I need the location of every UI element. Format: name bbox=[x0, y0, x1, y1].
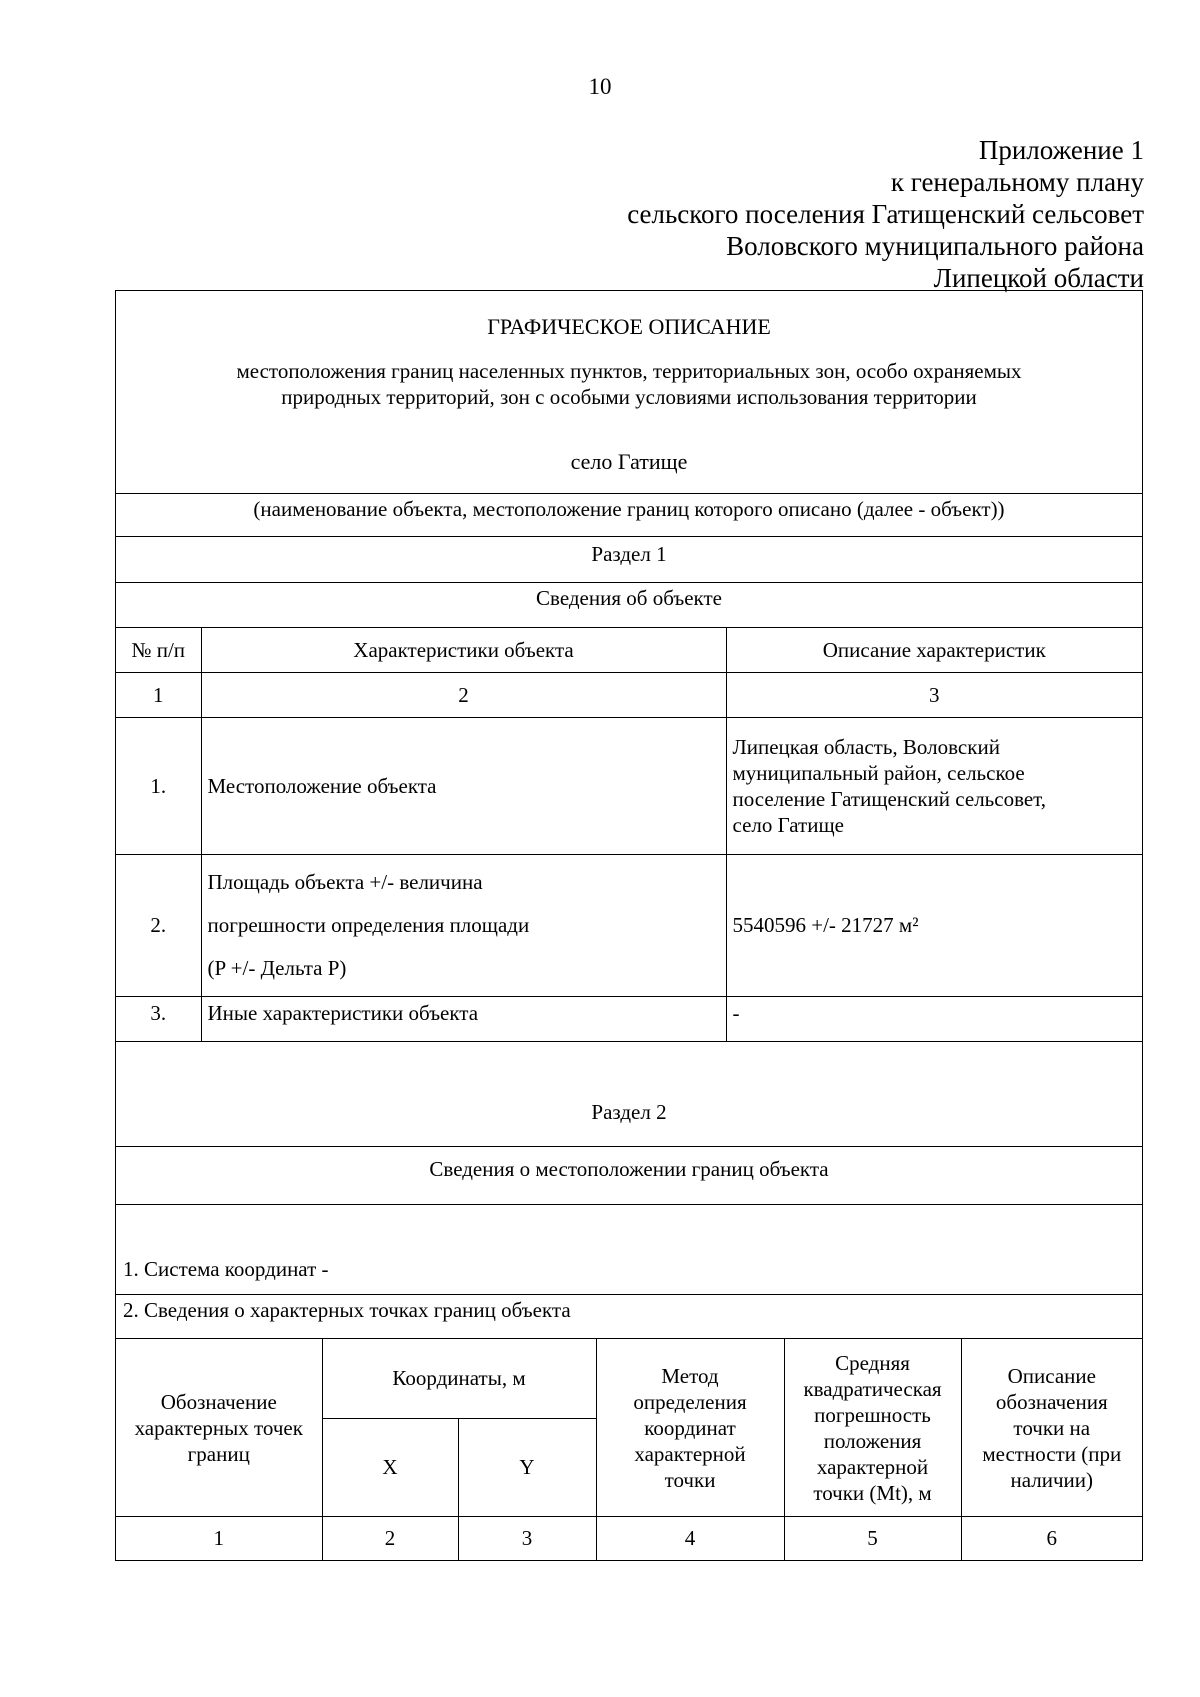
table-number-row bbox=[116, 673, 1142, 718]
row-characteristic bbox=[201, 855, 726, 997]
col-number: 4 bbox=[596, 1517, 784, 1561]
table-row bbox=[116, 997, 1142, 1042]
col-header-characteristics: Характеристики объекта bbox=[201, 628, 726, 673]
characteristic-line: погрешности определения площади bbox=[207, 913, 530, 937]
col-header-point-designation bbox=[116, 1339, 322, 1517]
header-line: точки bbox=[664, 1467, 716, 1492]
row-characteristic: Местоположение объекта bbox=[201, 718, 726, 855]
col-number: 1 bbox=[116, 1517, 322, 1561]
header-line: характерной bbox=[816, 1454, 929, 1479]
header-line: погрешность bbox=[814, 1402, 931, 1427]
value-line: Липецкая область, Воловский bbox=[732, 735, 1000, 759]
appendix-line: сельского поселения Гатищенский сельсовет bbox=[627, 199, 1144, 229]
header-line: точки (Mt), м bbox=[813, 1480, 932, 1505]
form-subtitle-line: природных территорий, зон с особыми условиями использования территории bbox=[281, 385, 977, 409]
header-line: Метод bbox=[661, 1363, 719, 1388]
row-characteristic: Иные характеристики объекта bbox=[201, 997, 726, 1042]
value-line: село Гатище bbox=[732, 813, 844, 837]
row-number: 3. bbox=[116, 997, 201, 1042]
appendix-line: Воловского муниципального района bbox=[726, 231, 1144, 261]
section2-title: Раздел 2 bbox=[591, 1100, 667, 1124]
col-number: 2 bbox=[201, 673, 726, 718]
header-line: положения bbox=[823, 1428, 922, 1453]
form-header bbox=[116, 291, 1142, 493]
form-title: ГРАФИЧЕСКОЕ ОПИСАНИЕ bbox=[487, 314, 771, 339]
header-line: координат bbox=[644, 1415, 736, 1440]
section1-subtitle: Сведения об объекте bbox=[116, 582, 1142, 627]
col-number: 2 bbox=[322, 1517, 458, 1561]
table-row bbox=[116, 718, 1142, 855]
header-line: квадратическая bbox=[803, 1376, 942, 1401]
object-info-table bbox=[116, 627, 1142, 1042]
appendix-line: Липецкой области bbox=[933, 263, 1144, 293]
appendix-line: к генеральному плану bbox=[890, 167, 1144, 197]
col-header-y: Y bbox=[458, 1419, 596, 1517]
col-number: 6 bbox=[961, 1517, 1142, 1561]
col-header-description: Описание характеристик bbox=[726, 628, 1142, 673]
table-number-row bbox=[116, 1517, 1142, 1561]
col-header-method bbox=[596, 1339, 784, 1517]
col-header-mean-square-error bbox=[784, 1339, 961, 1517]
coord-system-row bbox=[116, 1204, 1142, 1294]
header-line: местности (при bbox=[982, 1441, 1122, 1466]
header-line: границ bbox=[187, 1441, 250, 1466]
row-value: 5540596 +/- 21727 м² bbox=[726, 855, 1142, 997]
object-name: село Гатище bbox=[570, 449, 688, 474]
coord-system: 1. Система координат - bbox=[123, 1257, 329, 1281]
row-number: 1. bbox=[116, 718, 201, 855]
table-row bbox=[116, 855, 1142, 997]
page-number: 10 bbox=[588, 74, 612, 99]
section2-subtitle: Сведения о местоположении границ объекта bbox=[116, 1146, 1142, 1204]
appendix-block bbox=[627, 134, 1144, 294]
value-line: муниципальный район, сельское bbox=[732, 761, 1025, 785]
row-number: 2. bbox=[116, 855, 201, 997]
value-line: поселение Гатищенский сельсовет, bbox=[732, 787, 1047, 811]
header-line: определения bbox=[633, 1389, 747, 1414]
points-table bbox=[116, 1338, 1142, 1561]
row-value bbox=[726, 718, 1142, 855]
section2-title-row bbox=[116, 1042, 1142, 1146]
characteristic-line: (P +/- Дельта P) bbox=[207, 956, 347, 980]
header-line: обозначения bbox=[995, 1389, 1108, 1414]
points-title: 2. Сведения о характерных точках границ объекта bbox=[116, 1294, 1142, 1338]
form-subtitle-line: местоположения границ населенных пунктов, территориальных зон, особо охраняемых bbox=[236, 359, 1022, 383]
description-form bbox=[115, 290, 1143, 1561]
characteristic-line: Площадь объекта +/- величина bbox=[207, 870, 483, 894]
row-value: - bbox=[726, 997, 1142, 1042]
header-line: Описание bbox=[1007, 1363, 1096, 1388]
table-header-row bbox=[116, 628, 1142, 673]
form-subtitle bbox=[116, 358, 1142, 410]
table-header-row bbox=[116, 1339, 1142, 1419]
header-line: точки на bbox=[1013, 1415, 1091, 1440]
header-line: характерных точек bbox=[134, 1415, 303, 1440]
col-number: 3 bbox=[458, 1517, 596, 1561]
col-number: 3 bbox=[726, 673, 1142, 718]
header-line: Обозначение bbox=[160, 1389, 277, 1414]
header-line: характерной bbox=[634, 1441, 746, 1466]
header-line: Средняя bbox=[835, 1350, 910, 1375]
col-header-point-description bbox=[961, 1339, 1142, 1517]
col-header-coordinates: Координаты, м bbox=[322, 1339, 596, 1419]
object-caption: (наименование объекта, местоположение границ которого описано (далее - объект)) bbox=[116, 493, 1142, 536]
section1-title: Раздел 1 bbox=[116, 536, 1142, 582]
col-number: 1 bbox=[116, 673, 201, 718]
col-number: 5 bbox=[784, 1517, 961, 1561]
appendix-line: Приложение 1 bbox=[978, 135, 1144, 165]
col-header-x: X bbox=[322, 1419, 458, 1517]
header-line: наличии) bbox=[1010, 1467, 1094, 1492]
col-header-number: № п/п bbox=[116, 628, 201, 673]
